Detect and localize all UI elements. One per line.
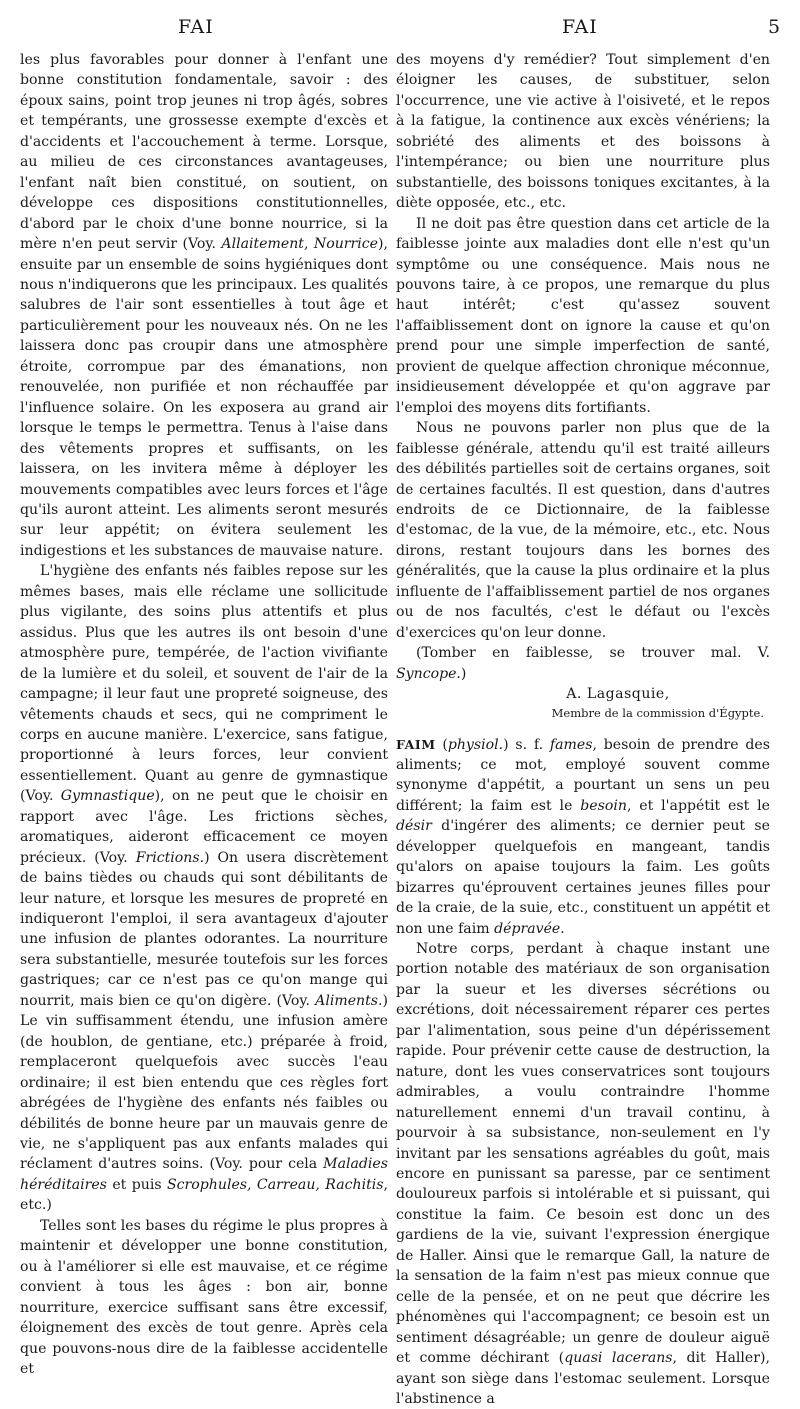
italic-text: Scrophules, Carreau, Rachitis <box>167 1176 384 1193</box>
right-running-head: FAI <box>562 16 598 38</box>
running-header <box>0 16 800 46</box>
paragraph: Notre corps, perdant à chaque instant une portion notable des matériaux de son organisation par la sueur et les diverses sécrétions ou excrétions, doit nécessairement réparer ces pertes par l'alimentation, sous peine d'un dépérissement rapide. Pour prévenir cette cause de destruction, la nature, dont les vues conservatrices sont toujours admirables, a voulu contraindre l'homme naturellement ennemi d'un travail continu, à pourvoir à sa subsistance, non-seulement en l'y invitant par les sensations agréables du goût, mais encore en punissant sa paresse, par ce sentiment douloureux parfois si intolérable et si puissant, qui constitue la faim. Ce besoin est donc un des gardiens de la vie, suivant l'expression énergique de Haller. Ainsi que le remarque Gall, la nature de la sensation de la faim n'est pas mieux connue que celle de la pensée, et on ne peut que décrire les phénomènes qui l'accompagnent; ce besoin est un sentiment désagréable; un genre de douleur aiguë et comme déchirant (quasi lacerans, dit Haller), ayant son siège dans l'estomac seulement. Lorsque l'abstinence a <box>396 941 770 1407</box>
page-number: 5 <box>768 16 781 38</box>
right-column <box>396 50 770 1407</box>
italic-text: Frictions. <box>135 849 205 866</box>
italic-text: Maladies héréditaires <box>20 1156 388 1193</box>
paragraph: les plus favorables pour donner à l'enfant une bonne constitution fondamentale, savoir : des époux sains, point trop jeunes ni trop âgés, sobres et tempérants, une grossesse exempte d'excès et d'accidents et l'accouchement à terme. Lorsque, au milieu de ces circonstances avantageuses, l'enfant naît bien constitué, on soutient, on développe ces dispositions constitutionnelles, d'abord par le choix d'une bonne nourrice, si la mère n'en peut servir (Voy. Allaitement, Nourrice), ensuite par un ensemble de soins hygiéniques dont nous n'indiquerons que les principaux. Les qualités salubres de l'air sont essentielles à tout âge et particulièrement pour les nouveaux nés. On ne les laissera donc pas croupir dans une atmosphère étroite, corrompue par des émanations, non renouvelée, non purifiée et non réchauffée par l'influence solaire. On les exposera au grand air lorsque le temps le permettra. Tenus à l'aise dans des vêtements propres et suffisants, on les laissera, on les invitera même à déployer les mouvements compatibles avec leurs forces et l'âge qu'ils auront atteint. Les aliments seront mesurés sur leur appétit; on évitera seulement les indigestions et les substances de mauvaise nature. <box>20 52 388 559</box>
italic-text: Syncope. <box>396 665 461 682</box>
left-column <box>20 50 389 1377</box>
italic-text: Gymnastique <box>60 788 155 805</box>
author-signature: A. Lagasquie, <box>566 686 670 703</box>
italic-text: fames <box>549 736 593 753</box>
italic-text: besoin <box>580 797 627 814</box>
italic-text: Aliments. <box>315 992 383 1009</box>
italic-text: dépravée. <box>494 920 565 937</box>
entry-definition: (physiol.) s. f. fames, besoin de prendre des aliments; ce mot, employé souvent comme synonyme d'appétit, a pourtant un sens un peu différent; la faim est le besoin, et l'appétit est le désir d'ingérer des aliments; ce dernier peut se développer quelquefois en mangeant, tandis qu'alors on apaise toujours la faim. Les goûts bizarres qu'éprouvent certaines jeunes filles pour de la craie, de la suie, etc., constituent un appétit et non une faim dépravée. <box>396 736 770 937</box>
paragraph: Nous ne pouvons parler non plus que de la faiblesse générale, attendu qu'il est traité ailleurs des débilités partielles soit de certains organes, soit de certaines facultés. Il est question, dans d'autres endroits de ce Dictionnaire, de la faiblesse d'estomac, de la vue, de la mémoire, etc., etc. Nous dirons, restant toujours dans les bornes des généralités, que la cause la plus ordinaire et la plus influente de l'affaiblissement partiel de nos organes ou de nos facultés, c'est le défaut ou l'excès d'exercices qu'on leur donne. <box>396 420 770 641</box>
paragraph: Telles sont les bases du régime le plus propres à maintenir et développer une bonne constitution, ou à l'améliorer si elle est mauvaise, et ce régime convient à tous les âges : bon air, bonne nourriture, exercice suffisant sans être excessif, éloignement des excès de tout genre. Après cela que pouvons-nous dire de la faiblesse accidentelle et <box>20 1217 388 1377</box>
left-running-head: FAI <box>178 16 214 38</box>
italic-text: Nourrice <box>313 236 379 253</box>
italic-text: quasi lacerans <box>564 1350 673 1367</box>
paragraph: L'hygiène des enfants nés faibles repose sur les mêmes bases, mais elle réclame une sollicitude plus vigilante, des soins plus attentifs et plus assidus. Plus que les autres ils ont besoin d'une atmosphère pure, tempérée, de l'action vivifiante de la lumière et du soleil, et souvent de l'air de la campagne; il leur faut une propreté soigneuse, des vêtements chauds et secs, qui ne compriment le corps en aucune manière. L'exercice, sans fatigue, proportionné à leurs forces, leur convient essentiellement. Quant au genre de gymnastique (Voy. Gymnastique), on ne peut que le choisir en rapport avec l'âge. Les frictions sèches, aromatiques, aideront efficacement ce moyen précieux. (Voy. Frictions.) On usera discrètement de bains tièdes ou chauds qui sont débilitants de leur nature, et lorsque les mesures de propreté en indiqueront l'emploi, il sera avantageux d'ajouter une infusion de plantes odorantes. La nourriture sera substantielle, mesurée toutefois sur les forces gastriques; car ce n'est pas ce qu'on mange qui nourrit, mais bien ce qu'on digère. (Voy. Aliments.) Le vin suffisamment étendu, une infusion amère (de houblon, de gentiane, etc.) préparée à froid, remplaceront quelquefois avec succès l'eau ordinaire; il est bien entendu que ces règles fort abrégées de l'hygiène des enfants nés faibles ou débilités de bonne heure par un mauvais genre de vie, ne s'appliquent pas aux enfants malades qui réclament d'autres soins. (Voy. pour cela Maladies héréditaires et puis Scrophules, Carreau, Rachitis, etc.) <box>20 563 389 1214</box>
italic-text: Allaitement <box>221 236 304 253</box>
paragraph: Il ne doit pas être question dans cet article de la faiblesse jointe aux maladies dont elle n'est qu'un symptôme ou une conséquence. Mais nous ne pouvons taire, à ce propos, une remarque du plus haut intérêt; c'est qu'assez souvent l'affaiblissement dont on ignore la cause et qu'on prend pour une simple imperfection de santé, provient de quelque affection chronique méconnue, insidieusement développée et qu'on aggrave par l'emploi des moyens dits fortifiants. <box>396 215 770 416</box>
italic-text: désir <box>396 818 432 835</box>
italic-text: physiol. <box>447 736 504 753</box>
author-title: Membre de la commission d'Égypte. <box>551 705 764 720</box>
paragraph: (Tomber en faiblesse, se trouver mal. V. Syncope.) <box>396 645 770 682</box>
paragraph: des moyens d'y remédier? Tout simplement d'en éloigner les causes, de substituer, selon l'occurrence, une vie active à l'oisiveté, et le repos à la fatigue, la continence aux excès vénériens; la sobriété des aliments et des boissons à l'intempérance; ou bien une nourriture plus substantielle, des boissons toniques excitantes, à la diète opposée, etc., etc. <box>396 52 770 212</box>
dictionary-entry <box>396 735 770 940</box>
entry-headword: FAIM <box>396 736 436 752</box>
